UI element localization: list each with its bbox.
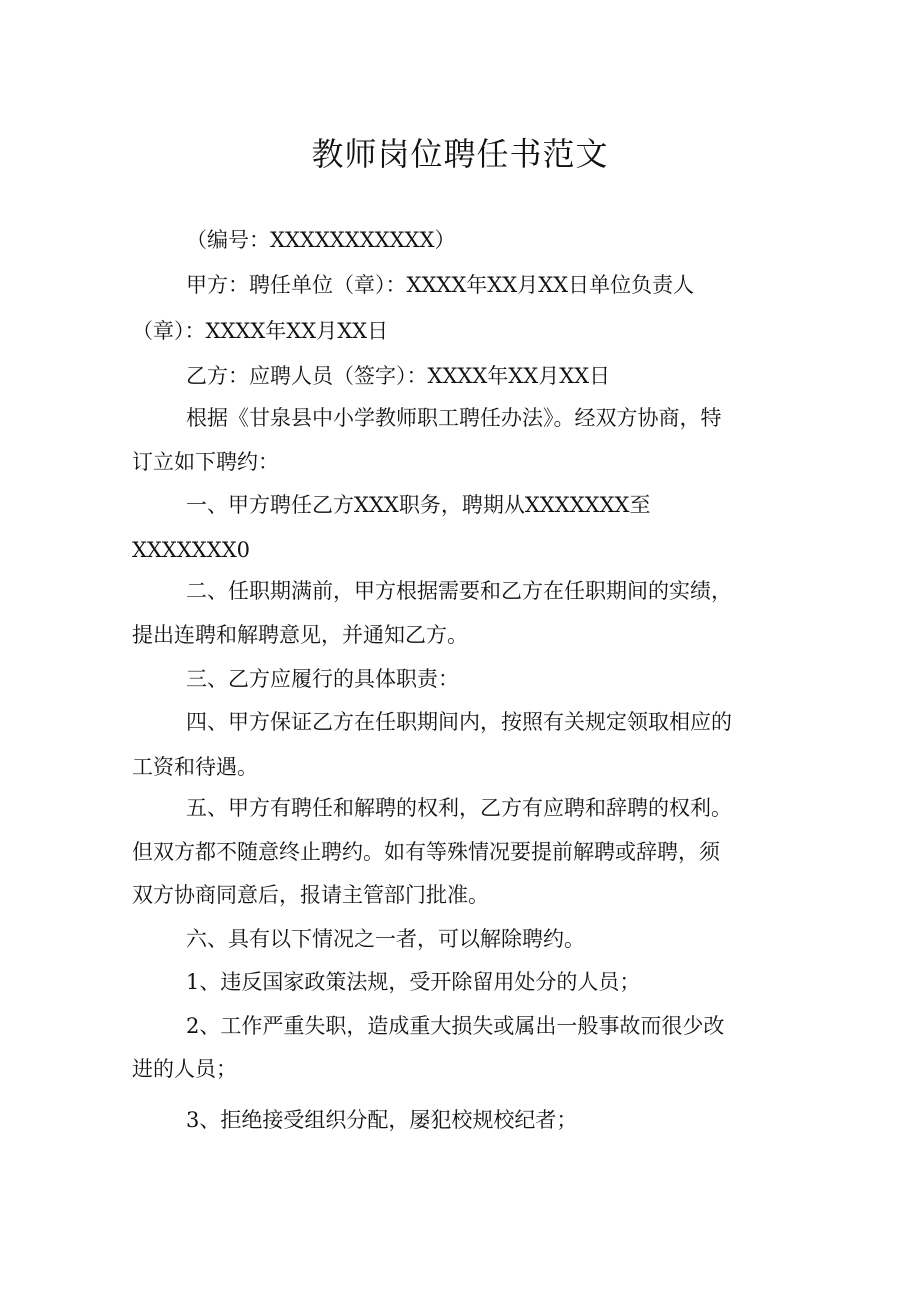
clause-1-line: 一、甲方聘任乙方XXX职务，聘期从XXXXXXX至 (186, 493, 651, 517)
clause-5-line-2: 但双方都不随意终止聘约。如有等殊情况要提前解聘或辞聘，须 (132, 840, 720, 864)
clause-1-line-continued: XXXXXXX0 (132, 538, 251, 562)
document-title: 教师岗位聘任书范文 (311, 135, 609, 173)
item-1-line: 1、违反国家政策法规，受开除留用处分的人员； (186, 970, 641, 994)
item-3-line: 3、拒绝接受组织分配，屡犯校规校纪者； (186, 1108, 578, 1132)
party-a-line-continued: （章）：XXXX年XX月XX日 (132, 319, 389, 343)
party-b-line: 乙方：应聘人员（签字）：XXXX年XX月XX日 (186, 364, 611, 388)
clause-5-line: 五、甲方有聘任和解聘的权利，乙方有应聘和辞聘的权利。 (186, 796, 732, 820)
item-2-line-continued: 进的人员； (132, 1057, 237, 1081)
clause-6-line: 六、具有以下情况之一者，可以解除聘约。 (186, 927, 585, 951)
item-2-line: 2、工作严重失职，造成重大损失或属出一般事故而很少改 (186, 1014, 725, 1038)
clause-4-line-continued: 工资和待遇。 (132, 755, 258, 779)
clause-5-line-3: 双方协商同意后，报请主管部门批准。 (132, 883, 489, 907)
clause-2-line-continued: 提出连聘和解聘意见，并通知乙方。 (132, 623, 468, 647)
clause-2-line: 二、任职期满前，甲方根据需要和乙方在任职期间的实绩， (186, 579, 732, 603)
clause-3-line: 三、乙方应履行的具体职责： (186, 667, 459, 691)
preamble-line-continued: 订立如下聘约： (132, 450, 279, 474)
party-a-line: 甲方：聘任单位（章）：XXXX年XX月XX日单位负责人 (186, 273, 695, 297)
preamble-line: 根据《甘泉县中小学教师职工聘任办法》。经双方协商，特 (186, 406, 722, 430)
clause-4-line: 四、甲方保证乙方在任职期间内，按照有关规定领取相应的 (186, 710, 732, 734)
serial-number-line: （编号：XXXXXXXXXXX） (186, 228, 456, 252)
